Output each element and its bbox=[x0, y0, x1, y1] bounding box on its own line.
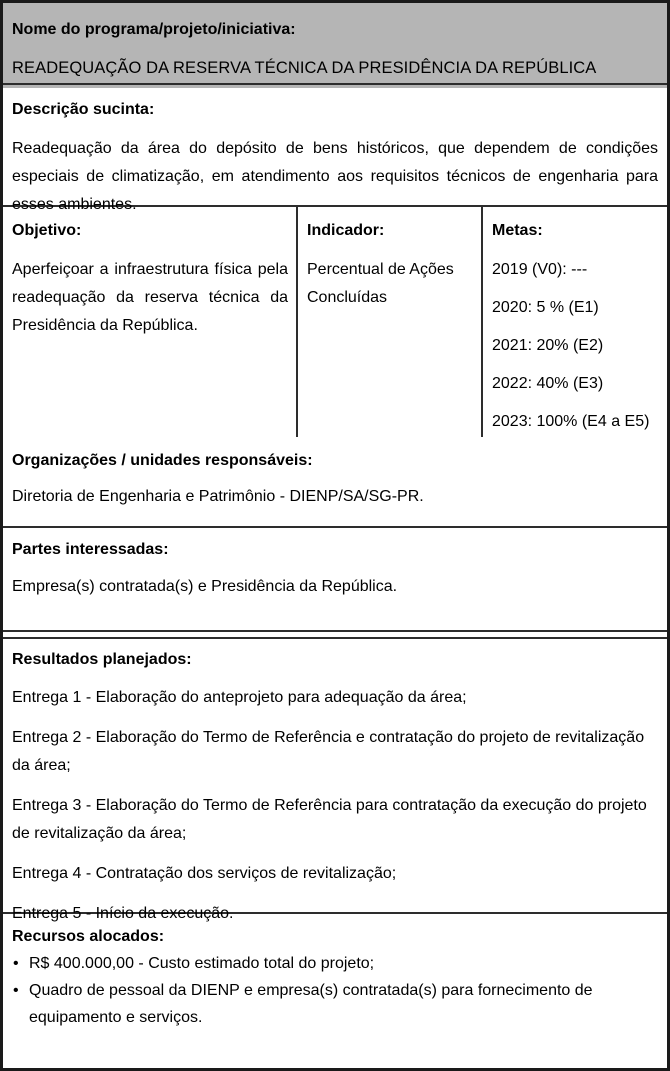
goal-item-2020: 2020: 5 % (E1) bbox=[492, 299, 599, 316]
resources-section bbox=[3, 912, 667, 1068]
objective-label: Objetivo: bbox=[12, 222, 82, 239]
planned-result-item-4: Entrega 4 - Contratação dos serviços de revitalização; bbox=[12, 865, 397, 882]
planned-result-item-3: Entrega 3 - Elaboração do Termo de Referência para contratação da execução do projeto de revitalização da área; bbox=[12, 797, 647, 842]
planned-results-section bbox=[3, 637, 667, 922]
indicator-label: Indicador: bbox=[307, 222, 385, 239]
goals-label: Metas: bbox=[492, 222, 543, 239]
objective-cell bbox=[3, 207, 298, 437]
objective-indicator-goals-row bbox=[3, 207, 667, 437]
stakeholders-label: Partes interessadas: bbox=[12, 541, 169, 558]
resource-item-1-text: R$ 400.000,00 - Custo estimado total do projeto; bbox=[29, 955, 375, 972]
goal-item-2022: 2022: 40% (E3) bbox=[492, 375, 604, 392]
header-section bbox=[3, 3, 667, 88]
bullet-icon: • bbox=[13, 955, 19, 972]
objective-text: Aperfeiçoar a infraestrutura física pela readequação da reserva técnica da Presidência da República. bbox=[12, 261, 288, 334]
program-name-label: Nome do programa/projeto/iniciativa: bbox=[12, 21, 296, 38]
goal-item-2019: 2019 (V0): --- bbox=[492, 261, 588, 278]
planned-result-item-5: Entrega 5 - Início da execução. bbox=[12, 905, 234, 922]
stakeholders-text: Empresa(s) contratada(s) e Presidência da República. bbox=[12, 578, 398, 595]
description-label: Descrição sucinta: bbox=[12, 101, 155, 118]
description-text: Readequação da área do depósito de bens históricos, que dependem de condições especiais de climatização, em atendimento aos requisitos técnicos de engenharia para esses ambientes. bbox=[12, 140, 658, 213]
stakeholders-section bbox=[3, 528, 667, 632]
resource-item-2 bbox=[12, 977, 658, 1031]
indicator-cell bbox=[298, 207, 483, 437]
resource-item-1 bbox=[12, 950, 658, 977]
indicator-text: Percentual de Ações Concluídas bbox=[307, 261, 454, 306]
program-title: READEQUAÇÃO DA RESERVA TÉCNICA DA PRESIDÊNCIA DA REPÚBLICA bbox=[3, 57, 667, 85]
resource-item-2-text: Quadro de pessoal da DIENP e empresa(s) contratada(s) para fornecimento de equipamento e serviços. bbox=[29, 982, 593, 1026]
planned-results-label: Resultados planejados: bbox=[12, 651, 192, 668]
resources-label: Recursos alocados: bbox=[12, 928, 165, 945]
planned-result-item-1: Entrega 1 - Elaboração do anteprojeto para adequação da área; bbox=[12, 689, 467, 706]
organizations-label: Organizações / unidades responsáveis: bbox=[12, 452, 313, 469]
goal-item-2023: 2023: 100% (E4 a E5) bbox=[492, 413, 650, 430]
planned-result-item-2: Entrega 2 - Elaboração do Termo de Referência e contratação do projeto de revitalização da área; bbox=[12, 729, 645, 774]
goals-cell bbox=[483, 207, 667, 437]
organizations-text: Diretoria de Engenharia e Patrimônio - DIENP/SA/SG-PR. bbox=[12, 488, 424, 505]
goal-item-2021: 2021: 20% (E2) bbox=[492, 337, 604, 354]
bullet-icon: • bbox=[13, 982, 19, 999]
description-section bbox=[3, 88, 667, 213]
organizations-section bbox=[3, 437, 667, 528]
